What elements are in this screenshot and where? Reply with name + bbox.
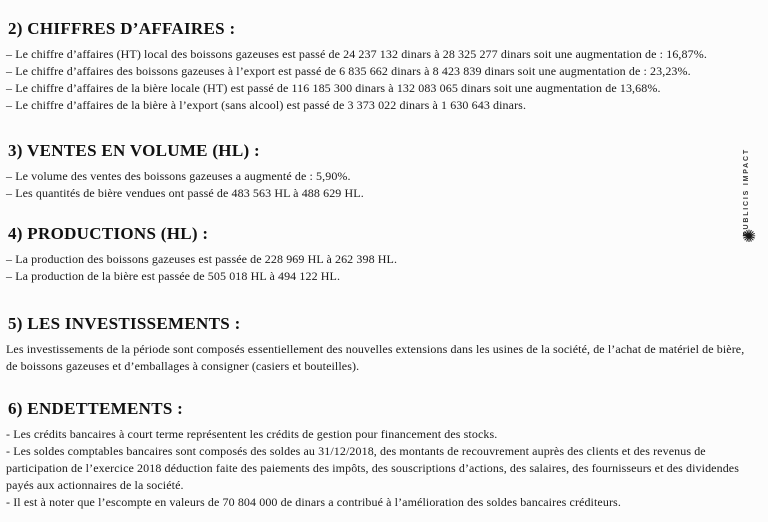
section-chiffres-daffaires [6, 19, 756, 114]
section-productions [6, 224, 756, 285]
bullet-line: – La production de la bière est passée de 505 018 HL à 494 122 HL. [6, 269, 341, 283]
bullet-line: - Les crédits bancaires à court terme représentent les crédits de gestion pour financement des stocks. [6, 427, 498, 441]
section-body [6, 426, 756, 511]
bullet-line: – Le chiffre d’affaires de la bière à l’export (sans alcool) est passé de 3 373 022 dinars à 1 630 643 dinars. [6, 98, 527, 112]
bullet-line: - Il est à noter que l’escompte en valeurs de 70 804 000 de dinars a contribué à l’amélioration des soldes bancaires créditeurs. [6, 495, 621, 509]
bullet-line: – Le chiffre d’affaires des boissons gazeuses à l’export est passé de 6 835 662 dinars à 8 423 839 dinars soit une augmentation de : 23,23%. [6, 64, 691, 78]
publicis-starburst-icon: ✺ [741, 227, 757, 246]
section-body [6, 341, 756, 375]
section-endettements [6, 399, 756, 511]
section-body [6, 46, 756, 114]
section-ventes-en-volume [6, 141, 756, 202]
section-heading: 3) VENTES EN VOLUME (HL) : [8, 141, 260, 160]
bullet-line: - Les soldes comptables bancaires sont composés des soldes au 31/12/2018, des montants de recouvrement auprès des clients et des revenus de participation de l’exercice 2018 déduction faite des paiements des impôts, des souscriptions d’actions, des salaires, des fournisseurs et des dividendes payés aux actionnaires de la société. [6, 444, 740, 492]
section-body [6, 251, 756, 285]
section-body [6, 168, 756, 202]
section-heading: 6) ENDETTEMENTS : [8, 399, 184, 418]
section-heading: 4) PRODUCTIONS (HL) : [8, 224, 209, 243]
bullet-line: – La production des boissons gazeuses est passée de 228 969 HL à 262 398 HL. [6, 252, 398, 266]
bullet-line: – Le chiffre d’affaires (HT) local des boissons gazeuses est passé de 24 237 132 dinars à 28 325 277 dinars soit une augmentation de : 16,87%. [6, 47, 707, 61]
bullet-line: – Le chiffre d’affaires de la bière locale (HT) est passé de 116 185 300 dinars à 132 083 065 dinars soit une augmentation de 13,68%. [6, 81, 661, 95]
section-heading: 2) CHIFFRES D’AFFAIRES : [8, 19, 236, 38]
section-heading: 5) LES INVESTISSEMENTS : [8, 314, 241, 333]
paragraph-line: Les investissements de la période sont composés essentiellement des nouvelles extensions dans les usines de la société, de l’achat de matériel de bière, de boissons gazeuses et d’emballages à consigner (casiers et bouteilles). [6, 342, 745, 373]
publicis-impact-credit: PUBLICIS IMPACT [743, 148, 750, 236]
bullet-line: – Le volume des ventes des boissons gazeuses a augmenté de : 5,90%. [6, 169, 351, 183]
section-investissements [6, 314, 756, 375]
bullet-line: – Les quantités de bière vendues ont passé de 483 563 HL à 488 629 HL. [6, 186, 364, 200]
